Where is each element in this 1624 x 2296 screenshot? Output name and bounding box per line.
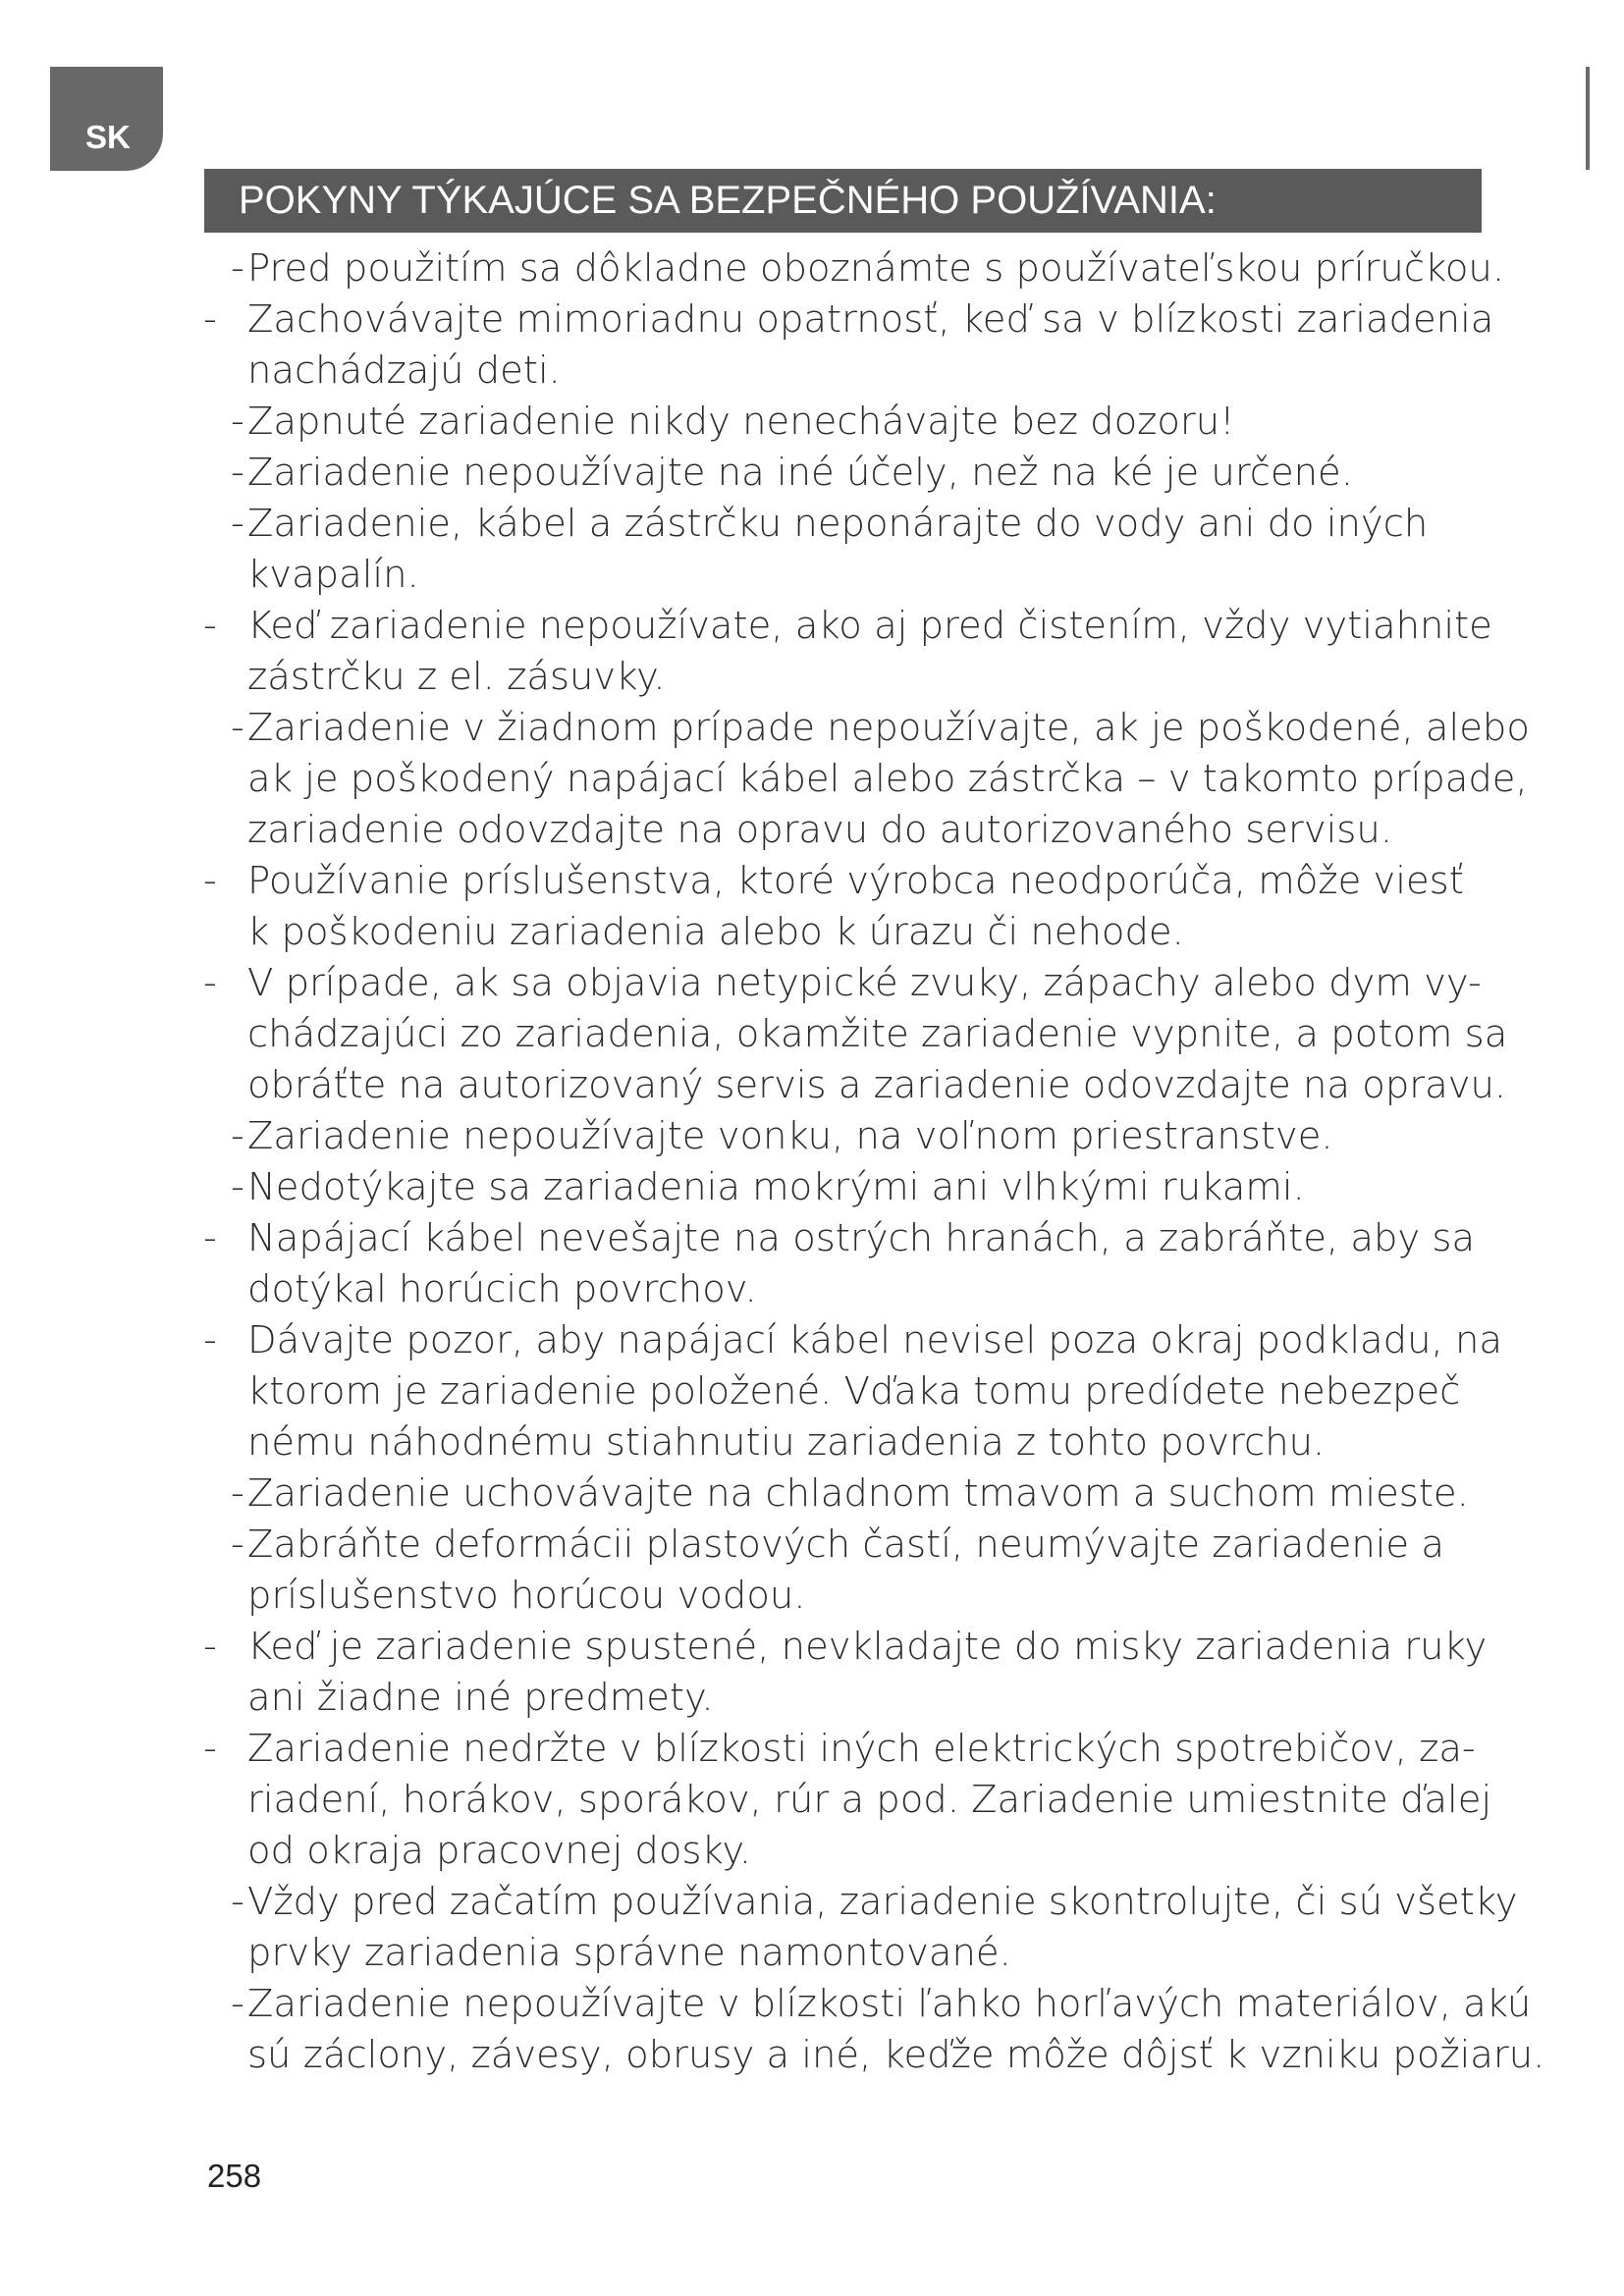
list-item-line: Pred použitím sa dôkladne oboznámte s používateľskou príručkou. bbox=[247, 246, 1505, 291]
list-item-line: Napájací kábel nevešajte na ostrých hranách, a zabráňte, aby sa bbox=[247, 1216, 1476, 1260]
list-item bbox=[196, 1213, 1551, 1315]
list-item-line: Keď je zariadenie spustené, nevkladajte do misky zariadenia ruky bbox=[247, 1625, 1488, 1669]
list-item-line: kvapalín. bbox=[247, 553, 419, 597]
list-item-line: prvky zariadenia správne namontované. bbox=[247, 1931, 1011, 1975]
list-item bbox=[196, 1162, 1551, 1213]
list-dash: - bbox=[231, 502, 244, 546]
list-item-line: Zariadenie nepoužívajte v blízkosti ľahko horľavých materiálov, akú bbox=[247, 1982, 1532, 2026]
list-item bbox=[196, 499, 1551, 601]
list-item-line: Zariadenie uchovávajte na chladnom tmavom a suchom mieste. bbox=[247, 1471, 1469, 1516]
list-item bbox=[196, 1468, 1551, 1520]
list-item-line: Zariadenie nepoužívajte vonku, na voľnom priestranstve. bbox=[247, 1114, 1333, 1158]
list-dash: - bbox=[231, 1471, 244, 1516]
list-item-line: ak je poškodený napájací kábel alebo zástrčka – v takomto prípade, bbox=[247, 757, 1528, 801]
list-dash: - bbox=[203, 1727, 217, 1771]
list-item bbox=[196, 294, 1551, 397]
language-tab: SK bbox=[50, 67, 163, 171]
list-dash: - bbox=[203, 859, 217, 903]
list-dash: - bbox=[203, 297, 217, 342]
safety-instructions-list bbox=[196, 243, 1551, 2081]
list-item bbox=[196, 397, 1551, 448]
list-item-line: sú záclony, závesy, obrusy a iné, keďže môže dôjsť k vzniku požiaru. bbox=[247, 2033, 1545, 2077]
list-item-line: zástrčku z el. zásuvky. bbox=[247, 655, 666, 699]
list-dash: - bbox=[203, 1318, 217, 1362]
list-item-line: Zabráňte deformácii plastových častí, neumývajte zariadenie a bbox=[247, 1522, 1444, 1567]
list-item-line: Dávajte pozor, aby napájací kábel nevisel poza okraj podkladu, na bbox=[247, 1318, 1502, 1362]
page-number: 258 bbox=[207, 2158, 262, 2194]
list-item bbox=[196, 243, 1551, 294]
section-title: POKYNY TÝKAJÚCE SA BEZPEČNÉHO POUŽÍVANIA: bbox=[204, 169, 1482, 233]
list-item-line: od okraja pracovnej dosky. bbox=[247, 1829, 751, 1873]
list-item-line: Nedotýkajte sa zariadenia mokrými ani vlhkými rukami. bbox=[247, 1165, 1305, 1209]
list-item-line: príslušenstvo horúcou vodou. bbox=[247, 1574, 806, 1618]
list-dash: - bbox=[231, 1522, 244, 1567]
list-item-line: Vždy pred začatím používania, zariadenie skontrolujte, či sú všetky bbox=[247, 1880, 1518, 1924]
list-item bbox=[196, 703, 1551, 856]
list-item bbox=[196, 1622, 1551, 1724]
list-dash: - bbox=[203, 604, 217, 648]
list-item-line: Zariadenie nepoužívajte na iné účely, než na ké je určené. bbox=[247, 451, 1353, 495]
list-dash: - bbox=[231, 706, 244, 750]
list-item-line: nachádzajú deti. bbox=[247, 348, 561, 393]
list-item-line: dotýkal horúcich povrchov. bbox=[247, 1267, 757, 1311]
list-dash: - bbox=[231, 1982, 244, 2026]
list-dash: - bbox=[231, 246, 244, 291]
list-item-line: obráťte na autorizovaný servis a zariadenie odovzdajte na opravu. bbox=[247, 1063, 1507, 1107]
list-item bbox=[196, 958, 1551, 1111]
list-item-line: nému náhodnému stiahnutiu zariadenia z tohto povrchu. bbox=[247, 1420, 1326, 1465]
list-item bbox=[196, 1979, 1551, 2081]
list-item-line: V prípade, ak sa objavia netypické zvuky, zápachy alebo dym vy- bbox=[247, 961, 1482, 1005]
list-item bbox=[196, 1315, 1551, 1468]
list-item-line: zariadenie odovzdajte na opravu do autorizovaného servisu. bbox=[247, 808, 1392, 852]
list-dash: - bbox=[231, 451, 244, 495]
list-item-line: k poškodeniu zariadenia alebo k úrazu či nehode. bbox=[247, 910, 1184, 954]
list-dash: - bbox=[203, 1625, 217, 1669]
list-dash: - bbox=[231, 1165, 244, 1209]
list-item-line: Zachovávajte mimoriadnu opatrnosť, keď sa v blízkosti zariadenia bbox=[247, 297, 1494, 342]
list-dash: - bbox=[231, 1880, 244, 1924]
list-item bbox=[196, 601, 1551, 703]
list-dash: - bbox=[231, 1114, 244, 1158]
list-dash: - bbox=[231, 400, 244, 444]
list-item-line: ani žiadne iné predmety. bbox=[247, 1676, 714, 1720]
list-item-line: Zariadenie v žiadnom prípade nepoužívajte, ak je poškodené, alebo bbox=[247, 706, 1530, 750]
list-item-line: Zapnuté zariadenie nikdy nenechávajte bez dozoru! bbox=[247, 400, 1235, 444]
list-item bbox=[196, 856, 1551, 958]
list-item bbox=[196, 1111, 1551, 1162]
list-item-line: Používanie príslušenstva, ktoré výrobca neodporúča, môže viesť bbox=[247, 859, 1464, 903]
list-item-line: Zariadenie, kábel a zástrčku neponárajte do vody ani do iných bbox=[247, 502, 1429, 546]
page-edge-divider bbox=[1586, 67, 1590, 170]
list-item bbox=[196, 1724, 1551, 1877]
list-dash: - bbox=[203, 961, 217, 1005]
list-item bbox=[196, 1520, 1551, 1622]
list-item-line: Zariadenie nedržte v blízkosti iných elektrických spotrebičov, za- bbox=[247, 1727, 1476, 1771]
list-item-line: ktorom je zariadenie položené. Vďaka tomu predídete nebezpeč bbox=[247, 1369, 1461, 1414]
list-item-line: riadení, horákov, sporákov, rúr a pod. Zariadenie umiestnite ďalej bbox=[247, 1778, 1492, 1822]
list-dash: - bbox=[203, 1216, 217, 1260]
list-item bbox=[196, 448, 1551, 499]
list-item-line: chádzajúci zo zariadenia, okamžite zariadenie vypnite, a potom sa bbox=[247, 1012, 1508, 1056]
list-item-line: Keď zariadenie nepoužívate, ako aj pred čistením, vždy vytiahnite bbox=[247, 604, 1492, 648]
list-item bbox=[196, 1877, 1551, 1979]
